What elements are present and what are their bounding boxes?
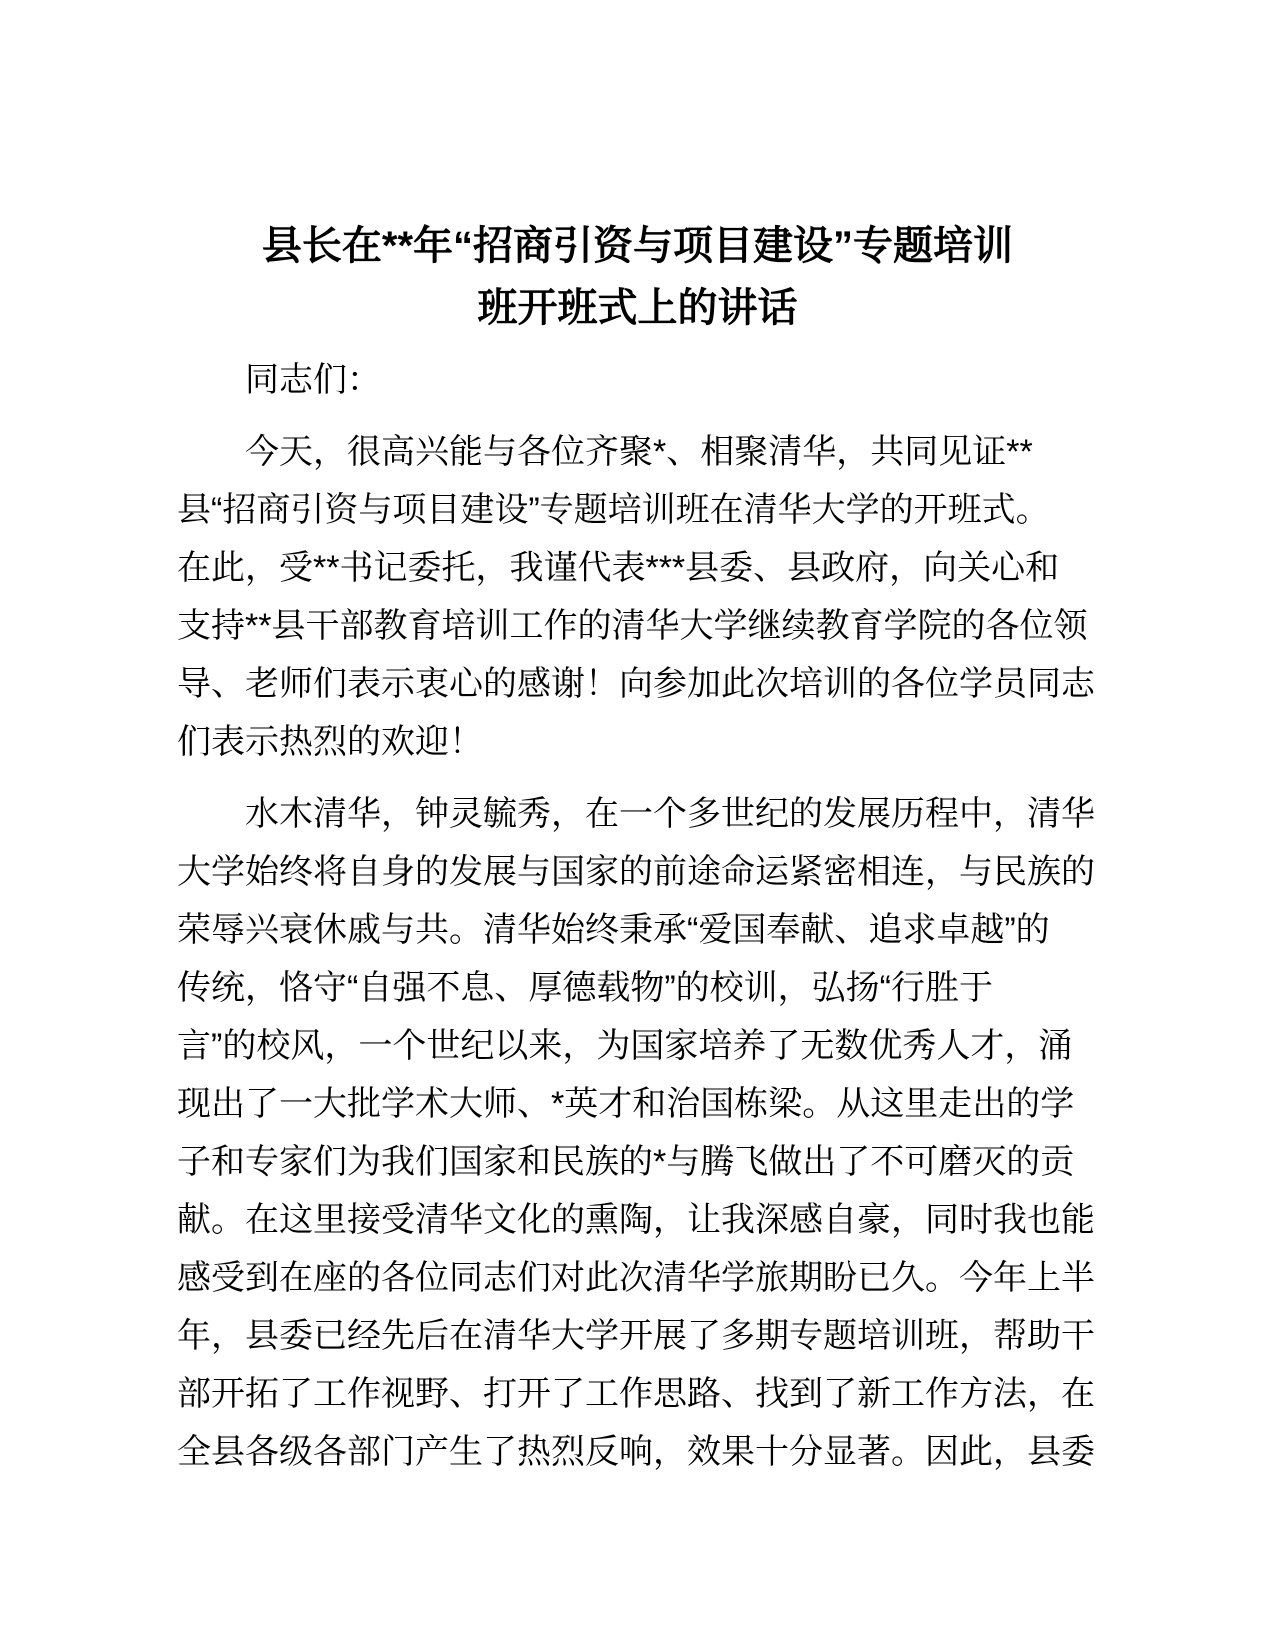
document-body <box>177 351 1098 1481</box>
text-line: 子和专家们为我们国家和民族的*与腾飞做出了不可磨灭的贡 <box>177 1143 1075 1181</box>
text-line: 在此，受**书记委托，我谨代表***县委、县政府，向关心和 <box>177 549 1060 587</box>
text-line: 们表示热烈的欢迎！ <box>177 723 483 761</box>
text-line: 导、老师们表示衷心的感谢！向参加此次培训的各位学员同志 <box>177 665 1095 703</box>
text-line: 现出了一大批学术大师、*英才和治国栋梁。从这里走出的学 <box>177 1085 1075 1123</box>
text-line: 献。在这里接受清华文化的熏陶，让我深感自豪，同时我也能 <box>177 1201 1095 1239</box>
paragraph <box>177 423 1098 771</box>
text-line: 全县各级各部门产生了热烈反响，效果十分显著。因此，县委 <box>177 1433 1095 1471</box>
text-line: 今天，很高兴能与各位齐聚*、相聚清华，共同见证** <box>245 433 1033 471</box>
paragraph <box>177 351 1098 409</box>
paragraph <box>177 785 1098 1481</box>
document-title-line-1: 县长在**年“招商引资与项目建设”专题培训 <box>261 224 1014 268</box>
text-line: 感受到在座的各位同志们对此次清华学旅期盼已久。今年上半 <box>177 1259 1095 1297</box>
text-line: 部开拓了工作视野、打开了工作思路、找到了新工作方法，在 <box>177 1375 1095 1413</box>
text-line: 同志们： <box>245 361 381 399</box>
text-line: 支持**县干部教育培训工作的清华大学继续教育学院的各位领 <box>177 607 1088 645</box>
text-line: 县“招商引资与项目建设”专题培训班在清华大学的开班式。 <box>177 491 1050 529</box>
text-line: 水木清华，钟灵毓秀，在一个多世纪的发展历程中，清华 <box>245 795 1095 833</box>
text-line: 荣辱兴衰休戚与共。清华始终秉承“爱国奉献、追求卓越”的 <box>177 911 1050 949</box>
text-line: 大学始终将自身的发展与国家的前途命运紧密相连，与民族的 <box>177 853 1095 891</box>
document-title <box>177 215 1098 339</box>
text-line: 年，县委已经先后在清华大学开展了多期专题培训班，帮助干 <box>177 1317 1095 1355</box>
text-line: 传统，恪守“自强不息、厚德载物”的校训，弘扬“行胜于 <box>177 969 993 1007</box>
text-line: 言”的校风，一个世纪以来，为国家培养了无数优秀人才，涌 <box>177 1027 1073 1065</box>
document-title-line-2: 班开班式上的讲话 <box>477 286 798 330</box>
